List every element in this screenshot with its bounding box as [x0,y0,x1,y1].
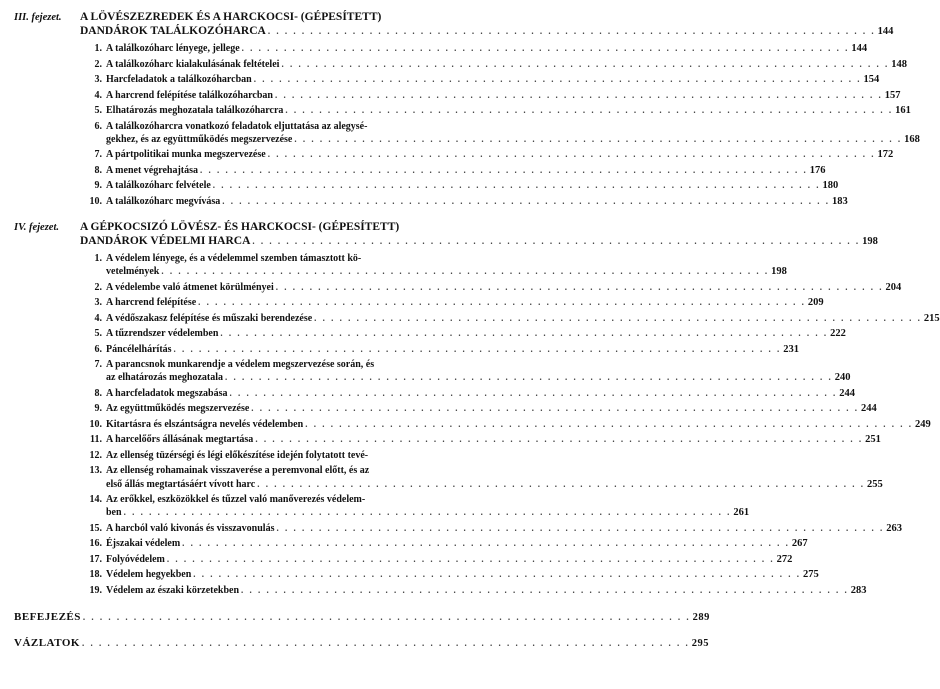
section-number: 10. [89,195,102,207]
list-item [80,387,855,400]
section-page: 204 [885,281,902,293]
section-page: 255 [866,478,883,490]
dot-leader [167,553,775,566]
list-item [80,296,824,309]
chapter-3 [14,10,920,208]
section-page: 222 [830,328,846,340]
chapter-title-line2: DANDÁROK VÉDELMI HARCA [80,234,251,247]
section-title: Védelem az északi körzetekben [106,584,240,596]
chapter-4 [14,220,940,597]
list-item [80,281,902,294]
section-number: 9. [94,180,102,192]
closing-page: 295 [691,637,709,649]
dot-leader [222,195,830,208]
list-item [80,449,492,462]
section-title: A harcrend felépítése [106,297,197,309]
list-item [80,553,793,566]
list-item [80,164,826,177]
dot-leader [242,42,850,55]
dot-leader [229,387,837,400]
section-page: 168 [904,133,920,145]
list-item [80,104,911,117]
list-item [80,312,940,325]
dot-leader [305,418,913,431]
chapter-title [80,220,878,249]
section-number: 12. [89,449,102,461]
section-number: 10. [89,418,102,430]
section-title: gekhez, és az együttműködés megszervezése [106,133,293,145]
dot-leader [281,58,889,71]
list-item [80,537,808,550]
section-page: 172 [877,149,894,161]
dot-leader [268,148,876,161]
chapter-heading [14,10,894,39]
section-number: 19. [89,584,102,596]
section-page: 144 [851,43,868,54]
dot-leader [255,433,863,446]
chapter-title-line1: A LÖVÉSZEZREDEK ÉS A HARCKOCSI- (GÉPESÍTETT) [80,11,382,23]
dot-leader [314,312,922,325]
section-number: 4. [94,312,102,324]
section-page: 263 [886,522,902,534]
list-item [80,402,877,415]
dot-leader [200,164,808,177]
section-page: 251 [865,434,881,446]
dot-leader [276,281,884,294]
section-title: Védelem hegyekben [106,569,192,581]
section-title: Éjszakai védelem [106,538,181,550]
section-page: 244 [861,403,877,415]
section-title: A védőszakasz felépítése és műszaki berendezése [106,312,313,324]
section-number: 8. [94,164,102,176]
list-item [80,148,894,161]
section-title-line1: A védelem lényege, és a védelemmel szemben támasztott kö- [106,252,362,264]
section-title: Harcfeladatok a találkozóharcban [106,74,252,85]
closing-label: VÁZLATOK [14,636,80,649]
section-title-line1: A parancsnok munkarendje a védelem megszervezése során, és [106,359,375,371]
dot-leader [198,296,806,309]
dot-leader [252,234,860,248]
dot-leader [161,265,769,278]
dot-leader [213,179,821,192]
dot-leader [124,506,732,519]
list-item [80,73,880,86]
list-item [80,252,787,278]
section-number: 6. [94,343,102,355]
dot-leader [276,522,884,535]
section-page: 249 [914,418,931,430]
closing-page: 289 [692,611,710,623]
section-title: A tűzrendszer védelemben [106,328,219,340]
section-title: az elhatározás meghozatala [106,372,224,384]
dot-leader [220,327,828,340]
closing-label: BEFEJEZÉS [14,610,81,623]
section-list [80,252,940,597]
section-page: 148 [891,58,907,70]
section-number: 15. [89,522,102,534]
section-title: Az együttműködés megszervezése [106,403,250,415]
list-item [80,195,848,208]
section-title: A találkozóharc felvétele [106,180,211,192]
chapter-label: III. fejezet. [14,12,62,23]
section-page: 183 [832,195,848,207]
section-title: A harcelőőrs állásának megtartása [106,434,254,446]
section-title: A találkozóharc kialakulásának feltételei [106,58,280,70]
section-number: 1. [94,43,102,54]
section-number: 2. [94,281,102,293]
dot-leader [241,584,849,597]
section-page: 215 [923,312,940,324]
dot-leader [193,568,801,581]
list-item [80,343,800,356]
list-item [80,584,867,597]
section-title: A harcfeladatok megszabása [106,387,228,399]
section-number: 7. [94,359,102,371]
dot-leader [174,343,782,356]
dot-leader [225,371,833,384]
dot-leader [254,73,862,86]
section-page: 240 [834,372,851,384]
section-page: 244 [839,387,855,399]
list-item [80,522,902,535]
section-page: 161 [895,105,911,116]
list-item [80,58,907,71]
section-title: Az ellenség tüzérségi és légi előkészítése idején folytatott tevé- [106,449,369,461]
section-title: A harcrend felépítése találkozóharcban [106,89,273,101]
section-page: 198 [771,266,787,278]
list-item [80,358,851,384]
section-page: 272 [776,553,793,565]
section-list [80,42,920,208]
chapter-title-line2: DANDÁROK TALÁLKOZÓHARCA [80,25,266,37]
section-number: 8. [94,387,102,399]
section-page: 176 [809,164,826,176]
section-number: 18. [89,569,102,581]
dot-leader [294,133,902,146]
section-title: A találkozóharc megvívása [106,195,221,207]
section-number: 17. [89,553,102,565]
section-number: 5. [94,328,102,340]
chapter-title-line1: A GÉPKOCSIZÓ LÖVÉSZ- ÉS HARCKOCSI- (GÉPESÍTETT) [80,220,400,233]
chapter-label: IV. fejezet. [14,221,60,233]
section-page: 157 [884,89,901,101]
list-item [80,89,901,102]
section-number: 14. [89,494,102,506]
section-number: 16. [89,538,102,550]
list-item [80,568,819,581]
section-number: 13. [89,465,102,477]
dot-leader [275,89,883,102]
dot-leader [82,638,690,648]
list-item [80,493,750,519]
section-number: 3. [94,74,102,85]
section-number: 7. [94,149,102,161]
section-page: 154 [863,74,880,85]
list-item [80,327,846,340]
list-item [80,120,920,146]
section-number: 3. [94,297,102,309]
section-page: 275 [803,569,819,581]
section-title: ben [106,507,122,519]
section-page: 231 [783,343,800,355]
section-page: 209 [807,297,824,309]
closing-entry-sketches [14,636,709,649]
section-title: A harcból való kivonás és visszavonulás [106,522,275,534]
dot-leader [257,478,865,491]
dot-leader [83,612,691,622]
dot-leader [182,537,790,550]
list-item [80,42,868,55]
section-page: 261 [733,507,750,519]
dot-leader [251,402,859,415]
section-title: Páncélelhárítás [106,343,172,355]
dot-leader [268,24,876,38]
section-title: A védelembe való átmenet körülményei [106,281,274,293]
section-title: Kitartásra és elszántságra nevelés védelemben [106,418,304,430]
closing-entry-conclusion [14,610,710,623]
section-title-line1: Az ellenség rohamainak visszaverése a peremvonal előtt, és az [106,465,370,477]
chapter-page-number: 198 [862,235,878,247]
list-item [80,433,881,446]
section-number: 11. [90,434,102,446]
list-item [80,464,883,490]
section-title: A találkozóharc lényege, jellege [106,43,240,54]
section-title: A menet végrehajtása [106,164,199,176]
dot-leader [285,104,893,117]
section-title: A pártpolitikai munka megszervezése [106,149,266,161]
section-title: Folyóvédelem [106,553,165,565]
chapter-title [80,10,893,39]
section-title: első állás megtartásáért vívott harc [106,478,256,490]
section-number: 6. [94,120,102,132]
section-title-line1: Az erőkkel, eszközökkel és tűzzel való manőverezés védelem- [106,494,366,506]
chapter-page-number: 144 [877,26,894,37]
section-number: 1. [94,252,102,264]
list-item [80,418,931,431]
section-number: 2. [94,58,102,70]
section-title-line1: A találkozóharcra vonatkozó feladatok eljuttatása az alegysé- [106,120,368,132]
section-page: 180 [822,180,839,192]
section-number: 9. [94,403,102,415]
section-title: Elhatározás meghozatala találkozóharcra [106,105,284,116]
section-title: vetelmények [106,266,160,278]
section-number: 4. [94,89,102,101]
section-page: 283 [850,584,867,596]
list-item [80,179,839,192]
section-page: 267 [791,538,808,550]
chapter-heading [14,220,878,249]
section-number: 5. [94,105,102,116]
